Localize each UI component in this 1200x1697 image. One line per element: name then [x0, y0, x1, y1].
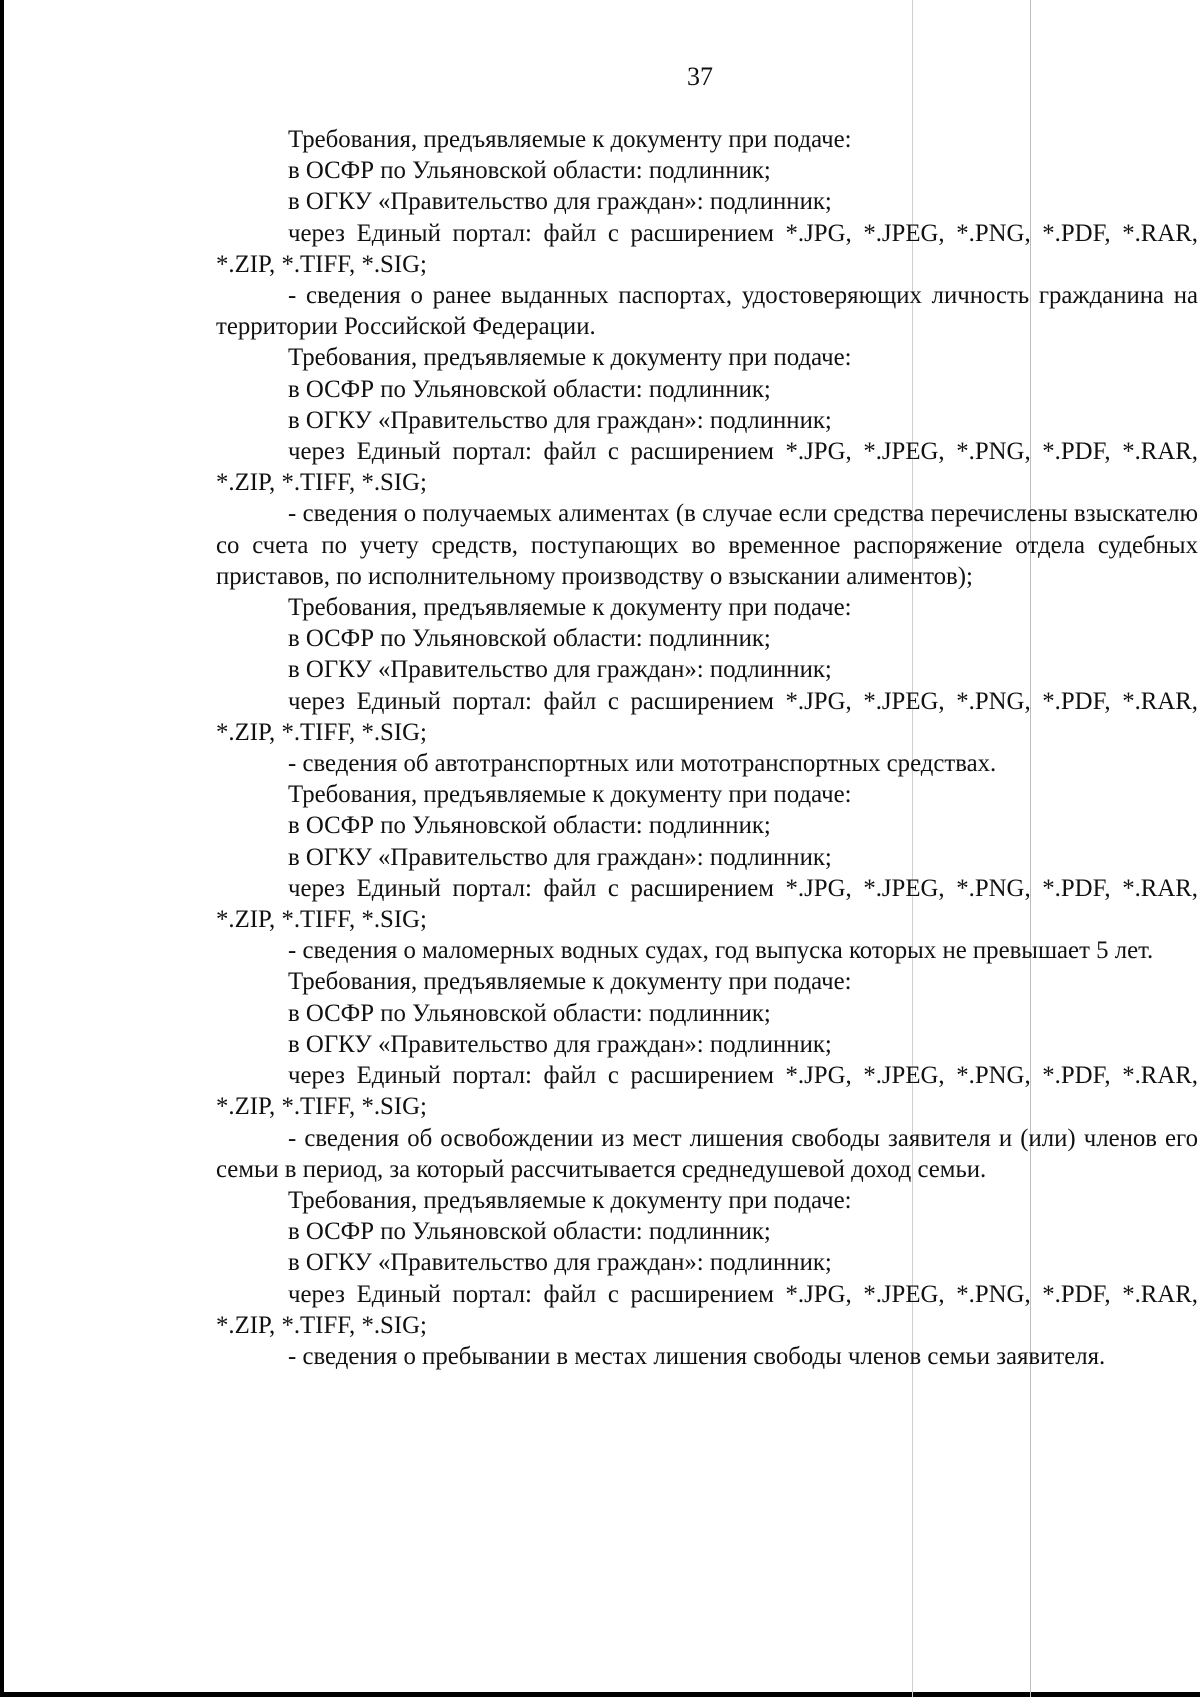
paragraph: через Единый портал: файл с расширением *.JPG, *.JPEG, *.PNG, *.PDF, *.RAR, *.ZIP, *.TIFF, *.SIG;: [216, 438, 1198, 497]
paragraph: Требования, предъявляемые к документу при подаче:: [288, 1186, 852, 1214]
paragraph: в ОГКУ «Правительство для граждан»: подлинник;: [288, 1030, 832, 1058]
paragraph: Требования, предъявляемые к документу при подаче:: [288, 781, 852, 809]
paragraph: Требования, предъявляемые к документу при подаче:: [288, 968, 852, 996]
paragraph: Требования, предъявляемые к документу при подаче:: [288, 126, 852, 153]
paragraph: через Единый портал: файл с расширением *.JPG, *.JPEG, *.PNG, *.PDF, *.RAR, *.ZIP, *.TIFF, *.SIG;: [216, 687, 1198, 746]
paragraph: - сведения об автотранспортных или мототранспортных средствах.: [288, 750, 997, 778]
paragraph: - сведения о получаемых алиментах (в случае если средства перечислены взыскателю со счета по учету средств, поступающих во временное распоряжение отдела судебных приставов, по исполнительному производству о взыскании алиментов);: [216, 500, 1198, 590]
paragraph: в ОГКУ «Правительство для граждан»: подлинник;: [288, 406, 832, 434]
paragraph: в ОСФР по Ульяновской области: подлинник;: [288, 1218, 771, 1246]
paragraph: в ОСФР по Ульяновской области: подлинник;: [288, 812, 771, 840]
paragraph: - сведения об освобождении из мест лишения свободы заявителя и (или) членов его семьи в период, за который рассчитывается среднедушевой доход семьи.: [216, 1124, 1198, 1183]
paragraph: через Единый портал: файл с расширением *.JPG, *.JPEG, *.PNG, *.PDF, *.RAR, *.ZIP, *.TIFF, *.SIG;: [216, 1062, 1198, 1121]
paragraph: через Единый портал: файл с расширением *.JPG, *.JPEG, *.PNG, *.PDF, *.RAR, *.ZIP, *.TIFF, *.SIG;: [216, 1280, 1198, 1339]
paragraph: в ОСФР по Ульяновской области: подлинник;: [288, 625, 771, 653]
paragraph: в ОГКУ «Правительство для граждан»: подлинник;: [288, 843, 832, 871]
paragraph: в ОСФР по Ульяновской области: подлинник;: [288, 999, 771, 1027]
paragraph: в ОГКУ «Правительство для граждан»: подлинник;: [288, 188, 832, 216]
paragraph: - сведения о маломерных водных судах, год выпуска которых не превышает 5 лет.: [288, 937, 1154, 965]
paragraph: в ОГКУ «Правительство для граждан»: подлинник;: [288, 1249, 832, 1277]
paragraph: в ОГКУ «Правительство для граждан»: подлинник;: [288, 656, 832, 684]
paragraph: - сведения о ранее выданных паспортах, удостоверяющих личность гражданина на территории Российской Федерации.: [216, 282, 1198, 341]
paragraph: через Единый портал: файл с расширением *.JPG, *.JPEG, *.PNG, *.PDF, *.RAR, *.ZIP, *.TIFF, *.SIG;: [216, 219, 1198, 278]
paragraph: в ОСФР по Ульяновской области: подлинник;: [288, 157, 771, 185]
document-body: [216, 124, 1198, 1372]
paragraph: через Единый портал: файл с расширением *.JPG, *.JPEG, *.PNG, *.PDF, *.RAR, *.ZIP, *.TIFF, *.SIG;: [216, 874, 1198, 934]
paragraph: - сведения о пребывании в местах лишения свободы членов семьи заявителя.: [288, 1342, 1106, 1370]
paragraph: Требования, предъявляемые к документу при подаче:: [288, 594, 852, 622]
paragraph: в ОСФР по Ульяновской области: подлинник;: [288, 375, 771, 403]
page-number: 37: [687, 62, 713, 91]
paragraph: Требования, предъявляемые к документу при подаче:: [288, 344, 852, 372]
